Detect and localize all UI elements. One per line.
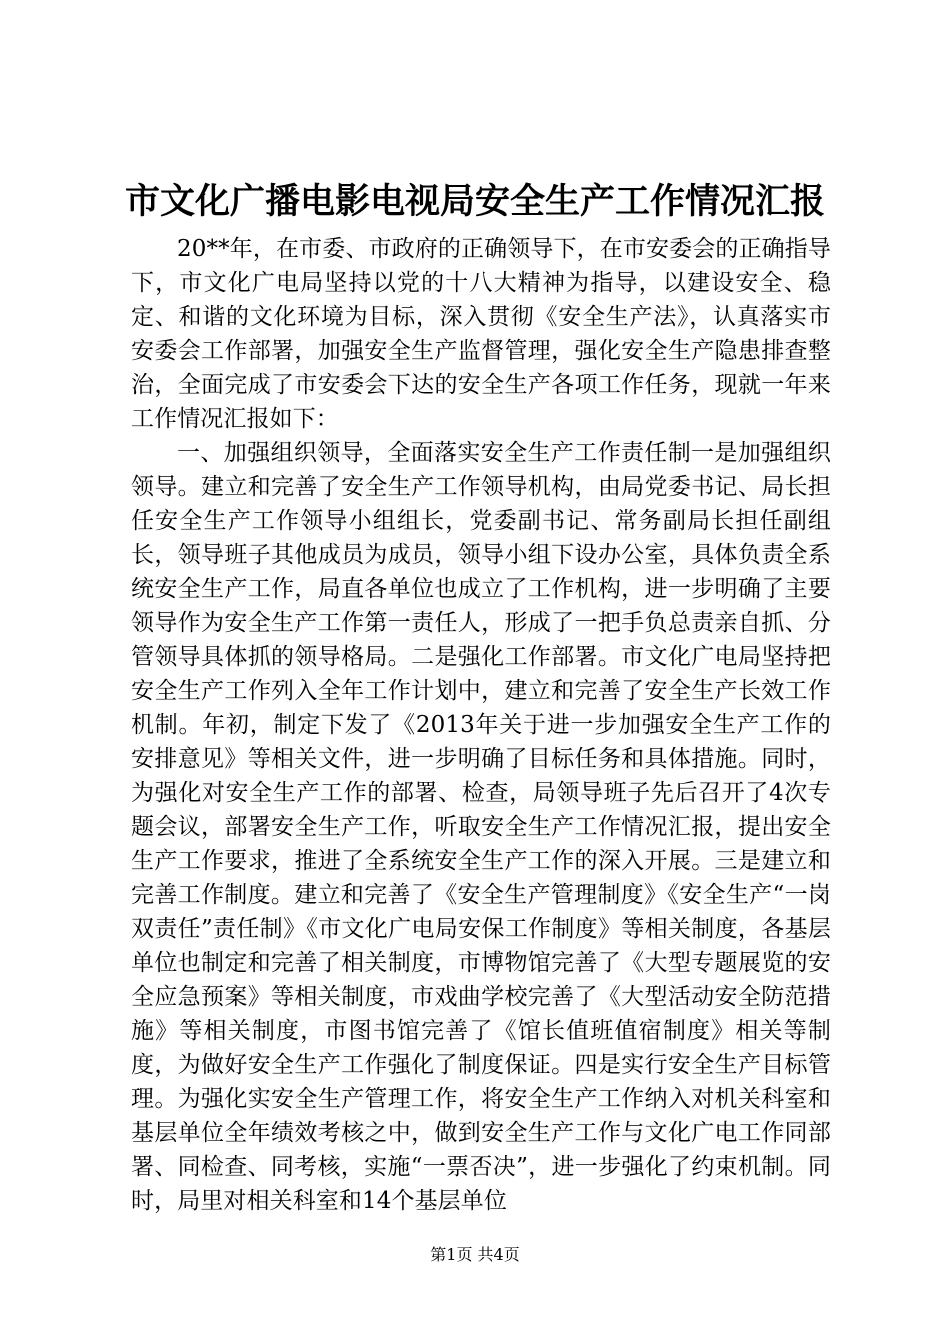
section-one-paragraph: 一、加强组织领导，全面落实安全生产工作责任制一是加强组织领导。建立和完善了安全生产工作领导机构，由局党委书记、局长担任安全生产工作领导小组组长，党委副书记、常务副局长担任副组长，领导班子其他成员为成员，领导小组下设办公室，具体负责全系统安全生产工作，局直各单位也成立了工作机构，进一步明确了主要领导作为安全生产工作第一责任人，形成了一把手负总责亲自抓、分管领导具体抓的领导格局。二是强化工作部署。市文化广电局坚持把安全生产工作列入全年工作计划中，建立和完善了安全生产长效工作机制。年初，制定下发了《2013年关于进一步加强安全生产工作的安排意见》等相关文件，进一步明确了目标任务和具体措施。同时，为强化对安全生产工作的部署、检查，局领导班子先后召开了4次专题会议，部署安全生产工作，听取安全生产工作情况汇报，提出安全生产工作要求，推进了全系统安全生产工作的深入开展。三是建立和完善工作制度。建立和完善了《安全生产管理制度》《安全生产“一岗双责任”责任制》《市文化广电局安保工作制度》等相关制度，各基层单位也制定和完善了相关制度，市博物馆完善了《大型专题展览的安全应急预案》等相关制度，市戏曲学校完善了《大型活动安全防范措施》等相关制度，市图书馆完善了《馆长值班值宿制度》相关等制度，为做好安全生产工作强化了制度保证。四是实行安全生产目标管理。为强化实安全生产管理工作，将安全生产工作纳入对机关科室和基层单位全年绩效考核之中，做到安全生产工作与文化广电工作同部署、同检查、同考核，实施“一票否决”，进一步强化了约束机制。同时，局里对相关科室和14个基层单位 [131,440,831,1214]
intro-paragraph: 20**年，在市委、市政府的正确领导下，在市安委会的正确指导下，市文化广电局坚持以党的十八大精神为指导，以建设安全、稳定、和谐的文化环境为目标，深入贯彻《安全生产法》，认真落实市安委会工作部署，加强安全生产监督管理，强化安全生产隐患排查整治，全面完成了市安委会下达的安全生产各项工作任务，现就一年来工作情况汇报如下： [131,236,831,432]
page-number-footer: 第1页 共4页 [430,1245,520,1264]
document-title: 市文化广播电影电视局安全生产工作情况汇报 [124,181,825,222]
document-body [131,232,831,1218]
